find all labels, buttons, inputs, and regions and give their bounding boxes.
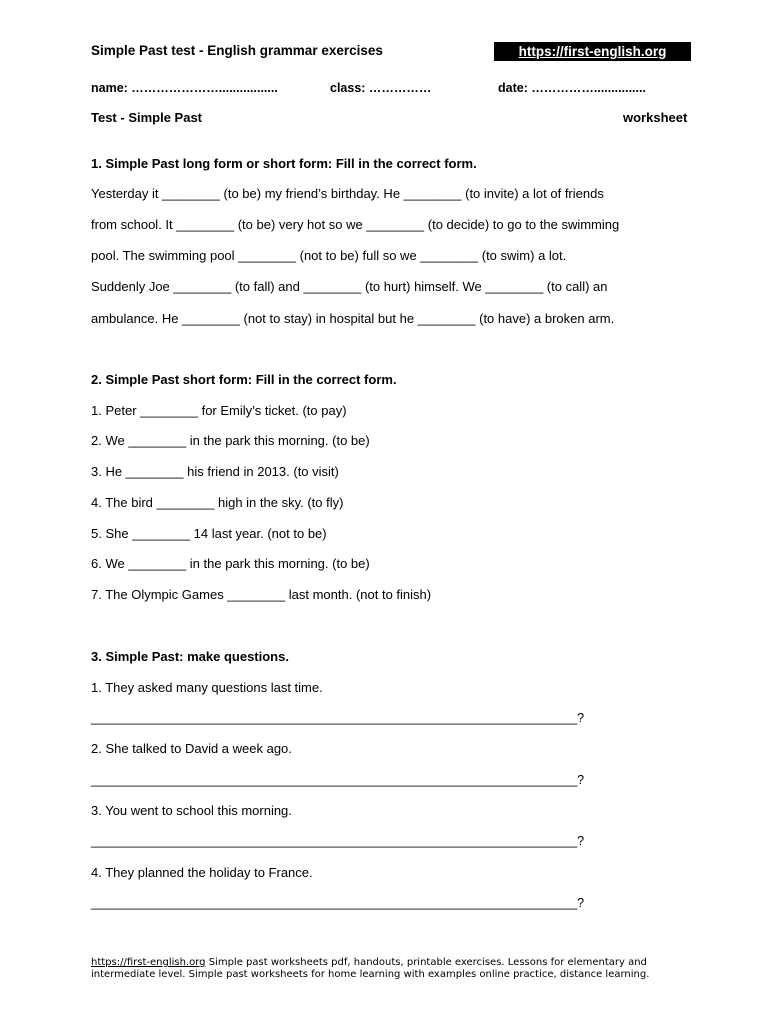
answer-line: ________________________________________________________________________?	[91, 896, 584, 910]
date-field: date: ……………...............	[498, 81, 646, 95]
test-label: Test - Simple Past	[91, 110, 203, 125]
footer-link[interactable]: https://first-english.org	[91, 957, 206, 968]
section2-item: 5. She ________ 14 last year. (not to be)	[91, 526, 327, 541]
section2-item: 7. The Olympic Games ________ last month. (not to finish)	[91, 587, 432, 602]
section2-item: 2. We ________ in the park this morning. (to be)	[91, 433, 370, 448]
footer-text: Simple past worksheets pdf, handouts, printable exercises. Lessons for elementary and intermediate level. Simple past worksheets for home learning with examples online practice, distance learning.	[91, 957, 650, 980]
class-field: class: ……………	[330, 81, 432, 95]
section3-title: 3. Simple Past: make questions.	[91, 649, 289, 664]
section1-line: Yesterday it ________ (to be) my friend’s birthday. He ________ (to invite) a lot of friends	[91, 186, 604, 201]
question-prompt: 4. They planned the holiday to France.	[91, 865, 313, 880]
site-url-link[interactable]: https://first-english.org	[494, 42, 691, 61]
section1-line: from school. It ________ (to be) very hot so we ________ (to decide) to go to the swimming	[91, 217, 620, 232]
answer-line: ________________________________________________________________________?	[91, 711, 584, 725]
section2-item: 3. He ________ his friend in 2013. (to visit)	[91, 464, 339, 479]
section2-item: 1. Peter ________ for Emily’s ticket. (to pay)	[91, 403, 347, 418]
question-prompt: 3. You went to school this morning.	[91, 803, 292, 818]
answer-line: ________________________________________________________________________?	[91, 773, 584, 787]
section1-line: ambulance. He ________ (not to stay) in hospital but he ________ (to have) a broken arm.	[91, 311, 615, 326]
question-prompt: 1. They asked many questions last time.	[91, 680, 323, 695]
document-title: Simple Past test - English grammar exercises	[91, 43, 383, 58]
section2-item: 6. We ________ in the park this morning. (to be)	[91, 556, 370, 571]
footer-note	[91, 957, 691, 981]
section1-line: Suddenly Joe ________ (to fall) and ________ (to hurt) himself. We ________ (to call) an	[91, 279, 608, 294]
section1-line: pool. The swimming pool ________ (not to be) full so we ________ (to swim) a lot.	[91, 248, 567, 263]
section2-item: 4. The bird ________ high in the sky. (to fly)	[91, 495, 344, 510]
name-field: name: ………………….................	[91, 81, 278, 95]
section1-title: 1. Simple Past long form or short form: Fill in the correct form.	[91, 156, 477, 171]
answer-line: ________________________________________________________________________?	[91, 834, 584, 848]
question-prompt: 2. She talked to David a week ago.	[91, 741, 292, 756]
section2-title: 2. Simple Past short form: Fill in the correct form.	[91, 372, 397, 387]
worksheet-label: worksheet	[623, 110, 688, 125]
